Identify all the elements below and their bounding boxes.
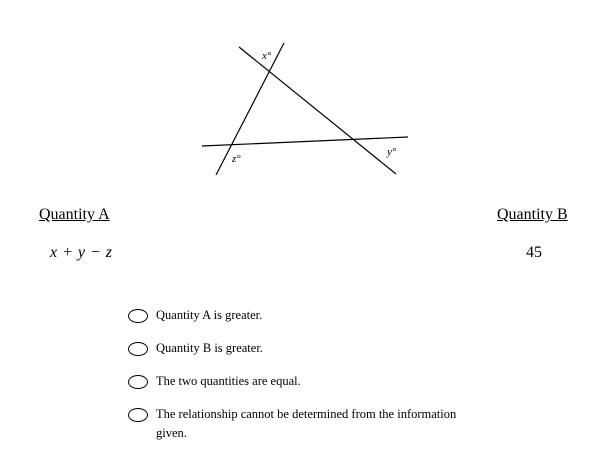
radio-button[interactable] [128,309,148,323]
answer-choice-cannot-determine[interactable] [128,407,474,443]
angle-label-y: y° [387,146,397,158]
line-x-to-y [239,47,396,174]
triangle-figure [0,0,616,200]
answer-choice-equal[interactable] [128,374,474,391]
choice-label: The relationship cannot be determined from the information given. [156,407,457,440]
choice-label: Quantity B is greater. [156,341,263,355]
radio-button[interactable] [128,342,148,356]
quantity-b-value: 45 [526,244,542,261]
choice-label: Quantity A is greater. [156,308,263,322]
choice-label: The two quantities are equal. [156,374,301,388]
quantity-a-title: Quantity A [39,206,110,223]
radio-button[interactable] [128,375,148,389]
line-x-to-z [216,43,284,175]
radio-button[interactable] [128,408,148,422]
angle-label-z: z° [232,153,241,165]
quantity-b-title: Quantity B [497,206,568,223]
answer-choice-a-greater[interactable] [128,308,474,325]
angle-label-x: x° [262,50,272,62]
answer-choice-b-greater[interactable] [128,341,474,358]
quantity-a-expression: x + y − z [50,244,113,261]
